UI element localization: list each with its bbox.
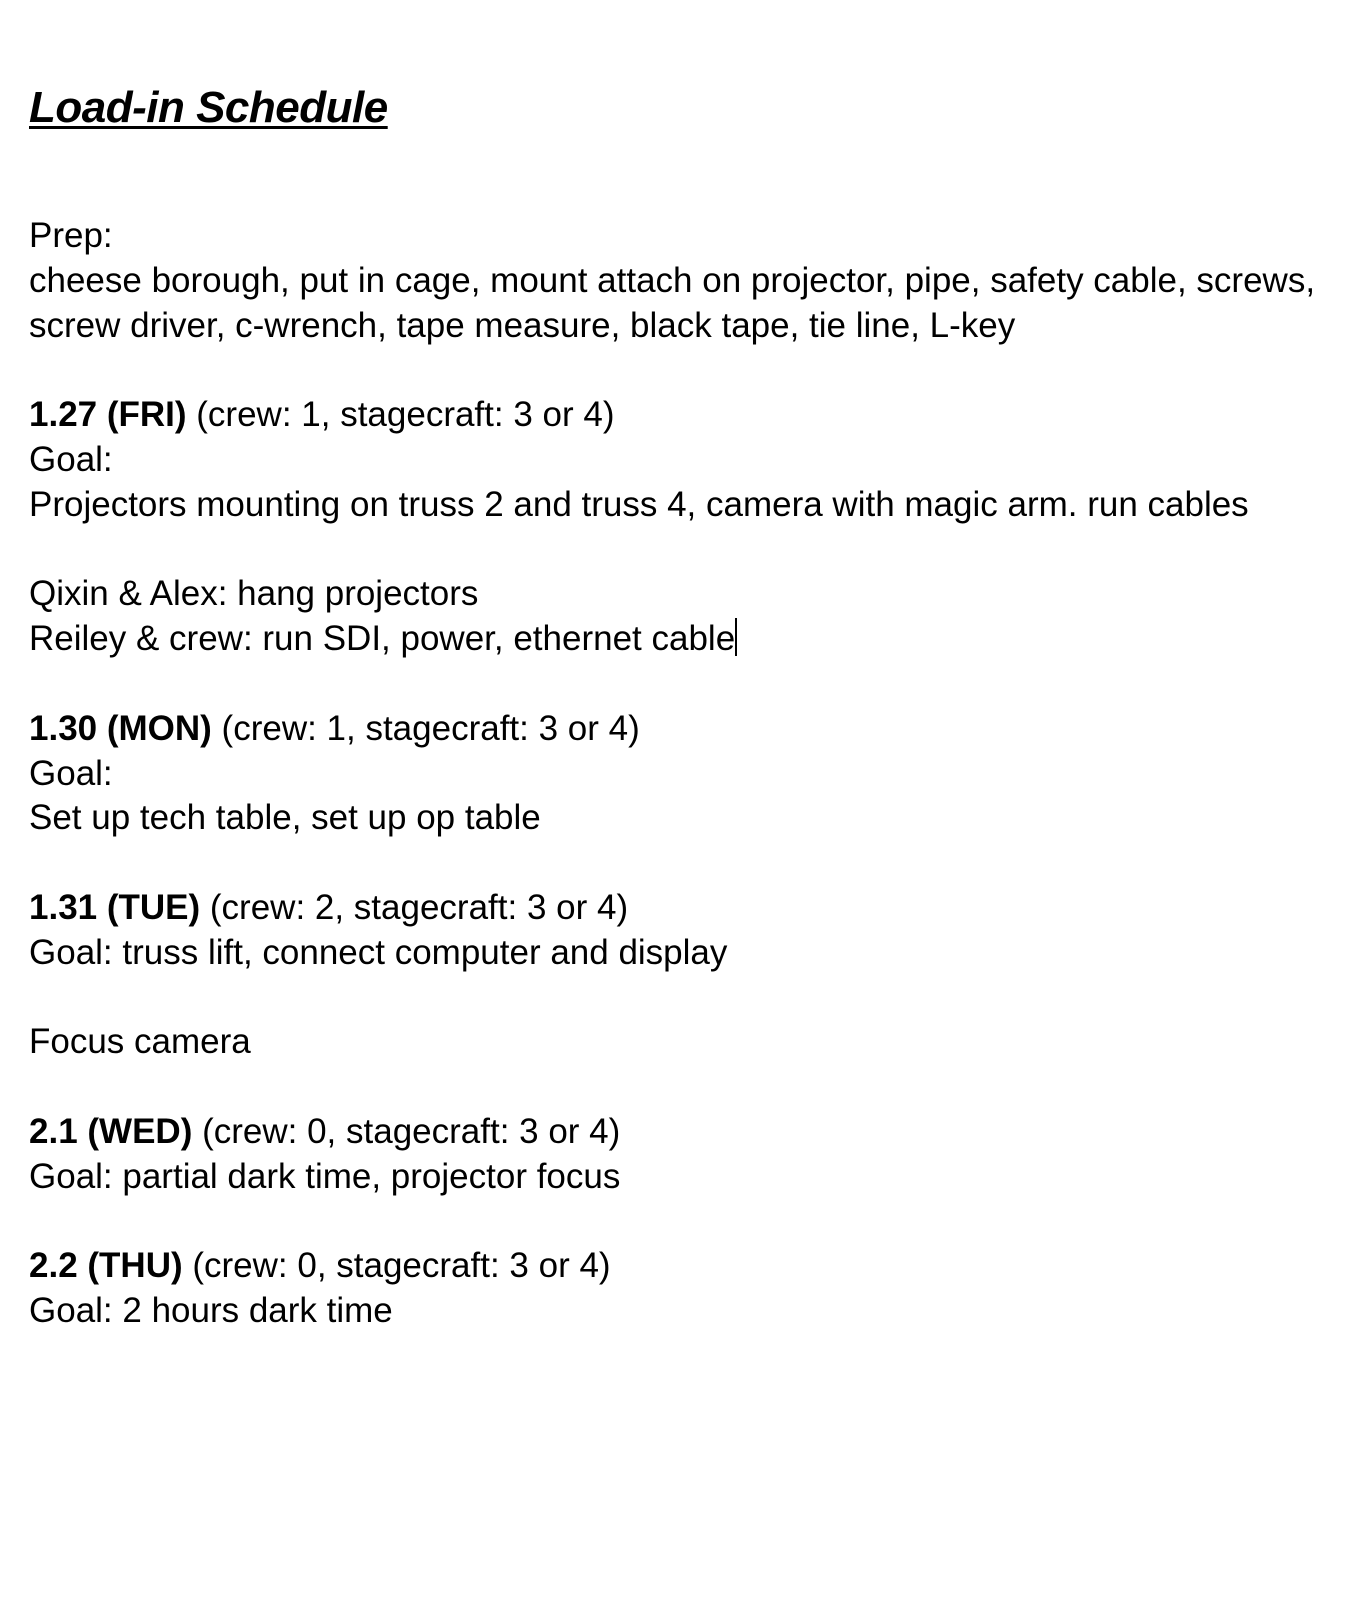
day-heading-2-2 — [29, 1244, 1329, 1289]
document-page[interactable] — [29, 80, 1329, 1334]
day-heading-1-27 — [29, 393, 1329, 438]
task-line: Reiley & crew: run SDI, power, ethernet cable — [29, 619, 736, 659]
blank-line — [29, 1065, 1329, 1110]
day-heading-2-1 — [29, 1110, 1329, 1155]
goal-text: Goal: 2 hours dark time — [29, 1291, 393, 1331]
day-crew: (crew: 0, stagecraft: 3 or 4) — [192, 1246, 611, 1286]
task-line: Qixin & Alex: hang projectors — [29, 574, 479, 614]
blank-line — [29, 662, 1329, 707]
day-crew: (crew: 0, stagecraft: 3 or 4) — [202, 1111, 621, 1151]
goal-text: Goal: truss lift, connect computer and display — [29, 932, 728, 972]
day-date: 2.1 (WED) — [29, 1111, 193, 1151]
document-title: Load-in Schedule — [29, 83, 388, 132]
goal-label: Goal: — [29, 439, 113, 479]
day-crew: (crew: 2, stagecraft: 3 or 4) — [209, 887, 629, 927]
day-date: 1.30 (MON) — [29, 708, 212, 748]
blank-line — [29, 528, 1329, 573]
day-date: 1.31 (TUE) — [29, 887, 201, 927]
text-cursor — [735, 618, 737, 656]
goal-text: Goal: partial dark time, projector focus — [29, 1156, 621, 1196]
goal-label: Goal: — [29, 753, 113, 793]
goal-text: Set up tech table, set up op table — [29, 798, 541, 838]
day-crew: (crew: 1, stagecraft: 3 or 4) — [196, 395, 615, 435]
prep-items: cheese borough, put in cage, mount attach on projector, pipe, safety cable, screws, screw driver, c-wrench, tape measure, black tape, tie line, L-key — [29, 260, 1316, 345]
document-body[interactable] — [29, 214, 1329, 1334]
prep-label: Prep: — [29, 216, 113, 255]
day-date: 1.27 (FRI) — [29, 395, 187, 435]
blank-line — [29, 841, 1329, 886]
task-line-with-caret — [29, 617, 1329, 662]
blank-line — [29, 348, 1329, 393]
blank-line — [29, 1200, 1329, 1245]
blank-line — [29, 976, 1329, 1021]
day-date: 2.2 (THU) — [29, 1246, 183, 1286]
day-heading-1-30 — [29, 707, 1329, 752]
day-heading-1-31 — [29, 886, 1329, 931]
note-text: Focus camera — [29, 1022, 251, 1062]
goal-text: Projectors mounting on truss 2 and truss 4, camera with magic arm. run cables — [29, 484, 1249, 524]
day-crew: (crew: 1, stagecraft: 3 or 4) — [221, 708, 640, 748]
